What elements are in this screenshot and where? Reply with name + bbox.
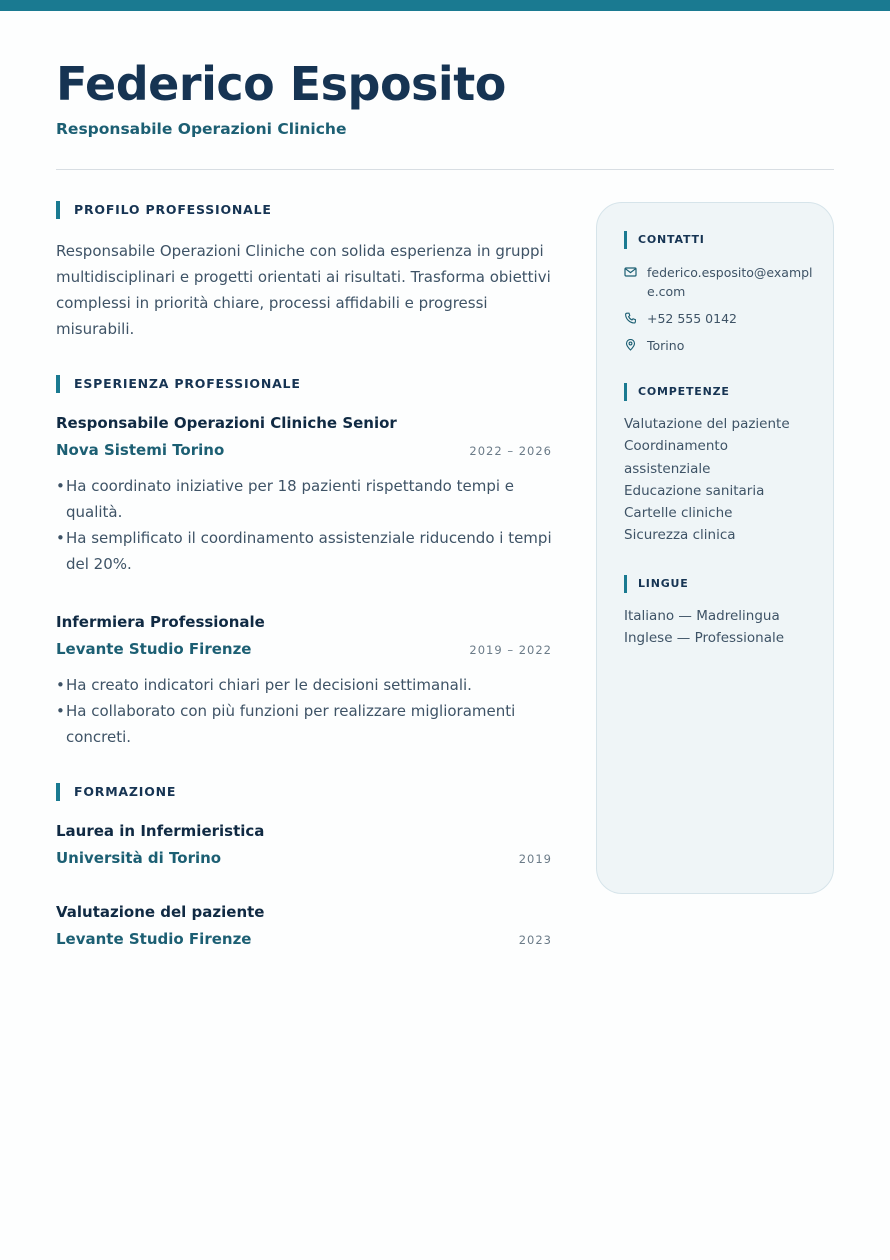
job-entry — [56, 412, 552, 577]
skill-item: Coordinamento assistenziale — [624, 438, 728, 477]
education-entry — [56, 901, 552, 950]
mail-icon — [624, 266, 637, 278]
contact-phone-text: +52 555 0142 — [647, 311, 737, 326]
experience-section — [56, 374, 552, 750]
job-entry — [56, 611, 552, 750]
education-meta-row — [56, 928, 552, 950]
languages-list — [624, 605, 813, 650]
contact-email[interactable] — [624, 263, 813, 301]
job-title: Infermiera Professionale — [56, 613, 265, 631]
skill-item: Valutazione del paziente — [624, 416, 790, 432]
education-section — [56, 782, 552, 950]
skill-item: Sicurezza clinica — [624, 527, 736, 544]
job-dates: 2019 – 2022 — [469, 643, 552, 657]
job-bullets — [56, 473, 552, 577]
phone-icon — [624, 312, 637, 324]
education-meta-row — [56, 847, 552, 869]
job-meta-row — [56, 638, 552, 660]
language-item: Italiano — Madrelingua — [624, 607, 780, 624]
contact-location — [624, 336, 813, 355]
education-year: 2023 — [518, 933, 552, 947]
job-title: Responsabile Operazioni Cliniche Senior — [56, 414, 397, 432]
education-year: 2019 — [518, 852, 552, 866]
skills-heading: COMPETENZE — [624, 383, 813, 401]
education-title: Laurea in Infermieristica — [56, 822, 265, 840]
languages-section — [624, 575, 813, 650]
profile-text: Responsabile Operazioni Cliniche con solida esperienza in gruppi multidisciplinari e progetti orientati ai risultati. Trasforma obiettivi complessi in priorità chiare, processi affidabili e progressi misurabili. — [56, 242, 551, 338]
job-meta-row — [56, 439, 552, 461]
experience-heading: ESPERIENZA PROFESSIONALE — [56, 374, 552, 393]
skill-item: Cartelle cliniche — [624, 505, 733, 522]
contact-phone[interactable] — [624, 309, 813, 328]
job-company: Levante Studio Firenze — [56, 640, 252, 658]
candidate-role: Responsabile Operazioni Cliniche — [56, 120, 347, 138]
education-institution: Università di Torino — [56, 849, 222, 867]
sidebar-panel — [596, 202, 834, 894]
education-title: Valutazione del paziente — [56, 903, 265, 921]
contacts-heading: CONTATTI — [624, 231, 813, 249]
skills-section — [624, 383, 813, 547]
language-item: Inglese — Professionale — [624, 630, 785, 647]
header-divider — [56, 169, 834, 170]
education-heading: FORMAZIONE — [56, 782, 552, 801]
education-entry — [56, 820, 552, 869]
contact-location-text: Torino — [647, 338, 685, 353]
profile-section — [56, 200, 552, 342]
languages-heading: LINGUE — [624, 575, 813, 593]
job-bullet: • Ha creato indicatori chiari per le decisioni settimanali. — [56, 672, 552, 698]
job-company: Nova Sistemi Torino — [56, 441, 225, 459]
job-bullet: • Ha coordinato iniziative per 18 pazienti rispettando tempi e qualità. — [56, 473, 552, 525]
candidate-name: Federico Esposito — [56, 57, 506, 111]
job-bullet: • Ha semplificato il coordinamento assistenziale riducendo i tempi del 20%. — [56, 525, 552, 577]
job-dates: 2022 – 2026 — [469, 444, 552, 458]
education-institution: Levante Studio Firenze — [56, 930, 252, 948]
job-bullets — [56, 672, 552, 750]
contact-email-text: federico.esposito@example.com — [647, 265, 813, 299]
contacts-section — [624, 231, 813, 355]
main-column — [56, 200, 552, 950]
skill-item: Educazione sanitaria — [624, 482, 765, 499]
skills-list — [624, 413, 813, 547]
resume-header — [56, 56, 834, 138]
profile-heading: PROFILO PROFESSIONALE — [56, 200, 552, 219]
top-accent-bar — [0, 0, 890, 11]
location-pin-icon — [624, 339, 637, 351]
job-bullet: • Ha collaborato con più funzioni per realizzare miglioramenti concreti. — [56, 698, 552, 750]
